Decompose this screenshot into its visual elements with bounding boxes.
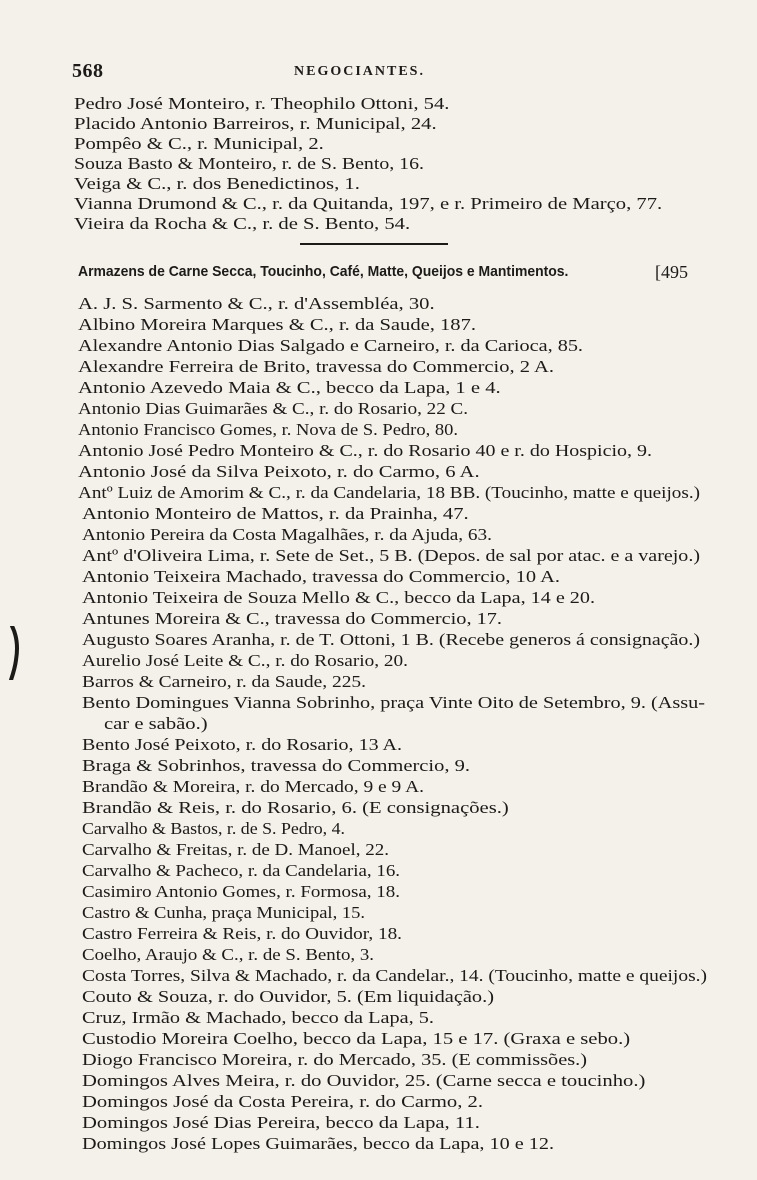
list-item: Custodio Moreira Coelho, becco da Lapa, 15 e 17. (Graxa e sebo.): [82, 1029, 631, 1048]
list-item: Veiga & C., r. dos Benedictinos, 1.: [74, 174, 360, 193]
list-item: Aurelio José Leite & C., r. do Rosario, 20.: [82, 651, 408, 670]
list-item: Brandão & Moreira, r. do Mercado, 9 e 9 A.: [82, 777, 424, 796]
list-item: Castro & Cunha, praça Municipal, 15.: [82, 903, 365, 922]
list-item: Albino Moreira Marques & C., r. da Saude, 187.: [78, 315, 476, 334]
list-item: Antonio Francisco Gomes, r. Nova de S. Pedro, 80.: [78, 420, 458, 439]
list-item: Antonio Dias Guimarães & C., r. do Rosario, 22 C.: [78, 399, 468, 418]
list-item: Barros & Carneiro, r. da Saude, 225.: [82, 672, 366, 691]
list-item: car e sabão.): [104, 714, 208, 733]
list-item: Antunes Moreira & C., travessa do Commercio, 17.: [82, 609, 502, 628]
list-item: Antonio Pereira da Costa Magalhães, r. da Ajuda, 63.: [82, 525, 492, 544]
list-item: Alexandre Ferreira de Brito, travessa do Commercio, 2 A.: [78, 357, 554, 376]
list-item: Coelho, Araujo & C., r. de S. Bento, 3.: [82, 945, 374, 964]
list-item: Brandão & Reis, r. do Rosario, 6. (E consignações.): [82, 798, 509, 817]
list-item: Domingos Alves Meira, r. do Ouvidor, 25. (Carne secca e toucinho.): [82, 1071, 646, 1090]
list-item: Castro Ferreira & Reis, r. do Ouvidor, 18.: [82, 924, 402, 943]
section-heading: Armazens de Carne Secca, Toucinho, Café, Matte, Queijos e Mantimentos.: [78, 263, 569, 280]
list-item: Antº Luiz de Amorim & C., r. da Candelaria, 18 BB. (Toucinho, matte e queijos.): [78, 483, 700, 502]
page-number: 568: [72, 60, 104, 82]
list-item: Pompêo & C., r. Municipal, 2.: [74, 134, 324, 153]
section-divider: [300, 243, 448, 245]
list-item: Cruz, Irmão & Machado, becco da Lapa, 5.: [82, 1008, 434, 1027]
list-item: Vieira da Rocha & C., r. de S. Bento, 54.: [74, 214, 411, 233]
list-item: Costa Torres, Silva & Machado, r. da Candelar., 14. (Toucinho, matte e queijos.): [82, 966, 707, 985]
list-item: Antonio Teixeira Machado, travessa do Commercio, 10 A.: [82, 567, 560, 586]
list-item: Bento José Peixoto, r. do Rosario, 13 A.: [82, 735, 402, 754]
list-item: Domingos José Dias Pereira, becco da Lapa, 11.: [82, 1113, 480, 1132]
list-item: Domingos José da Costa Pereira, r. do Carmo, 2.: [82, 1092, 483, 1111]
list-item: Bento Domingues Vianna Sobrinho, praça Vinte Oito de Setembro, 9. (Assu-: [82, 693, 705, 712]
list-item: Antonio Teixeira de Souza Mello & C., becco da Lapa, 14 e 20.: [82, 588, 595, 607]
list-item: Couto & Souza, r. do Ouvidor, 5. (Em liquidação.): [82, 987, 494, 1006]
list-item: Braga & Sobrinhos, travessa do Commercio, 9.: [82, 756, 470, 775]
margin-ink-mark: [8, 626, 20, 680]
list-item: Antº d'Oliveira Lima, r. Sete de Set., 5 B. (Depos. de sal por atac. e a varejo.): [82, 546, 700, 565]
list-item: Casimiro Antonio Gomes, r. Formosa, 18.: [82, 882, 400, 901]
page-header: [72, 60, 672, 86]
list-item: Diogo Francisco Moreira, r. do Mercado, 35. (E commissões.): [82, 1050, 587, 1069]
list-item: Alexandre Antonio Dias Salgado e Carneiro, r. da Carioca, 85.: [78, 336, 583, 355]
list-item: Antonio José da Silva Peixoto, r. do Carmo, 6 A.: [78, 462, 480, 481]
list-item: Carvalho & Bastos, r. de S. Pedro, 4.: [82, 819, 345, 838]
list-item: Placido Antonio Barreiros, r. Municipal, 24.: [74, 114, 437, 133]
list-item: Pedro José Monteiro, r. Theophilo Ottoni, 54.: [74, 94, 450, 113]
list-item: Souza Basto & Monteiro, r. de S. Bento, 16.: [74, 154, 424, 173]
list-item: Domingos José Lopes Guimarães, becco da Lapa, 10 e 12.: [82, 1134, 554, 1153]
list-item: Antonio Monteiro de Mattos, r. da Prainha, 47.: [82, 504, 469, 523]
list-item: Carvalho & Pacheco, r. da Candelaria, 16.: [82, 861, 400, 880]
list-item: Antonio Azevedo Maia & C., becco da Lapa, 1 e 4.: [78, 378, 501, 397]
list-item: Antonio José Pedro Monteiro & C., r. do Rosario 40 e r. do Hospicio, 9.: [78, 441, 652, 460]
list-item: Carvalho & Freitas, r. de D. Manoel, 22.: [82, 840, 389, 859]
section-reference: [495: [655, 262, 688, 282]
running-head: NEGOCIANTES.: [294, 64, 425, 79]
list-item: A. J. S. Sarmento & C., r. d'Assembléa, 30.: [78, 294, 435, 313]
list-item: Vianna Drumond & C., r. da Quitanda, 197, e r. Primeiro de Março, 77.: [74, 194, 663, 213]
list-item: Augusto Soares Aranha, r. de T. Ottoni, 1 B. (Recebe generos á consignação.): [82, 630, 700, 649]
